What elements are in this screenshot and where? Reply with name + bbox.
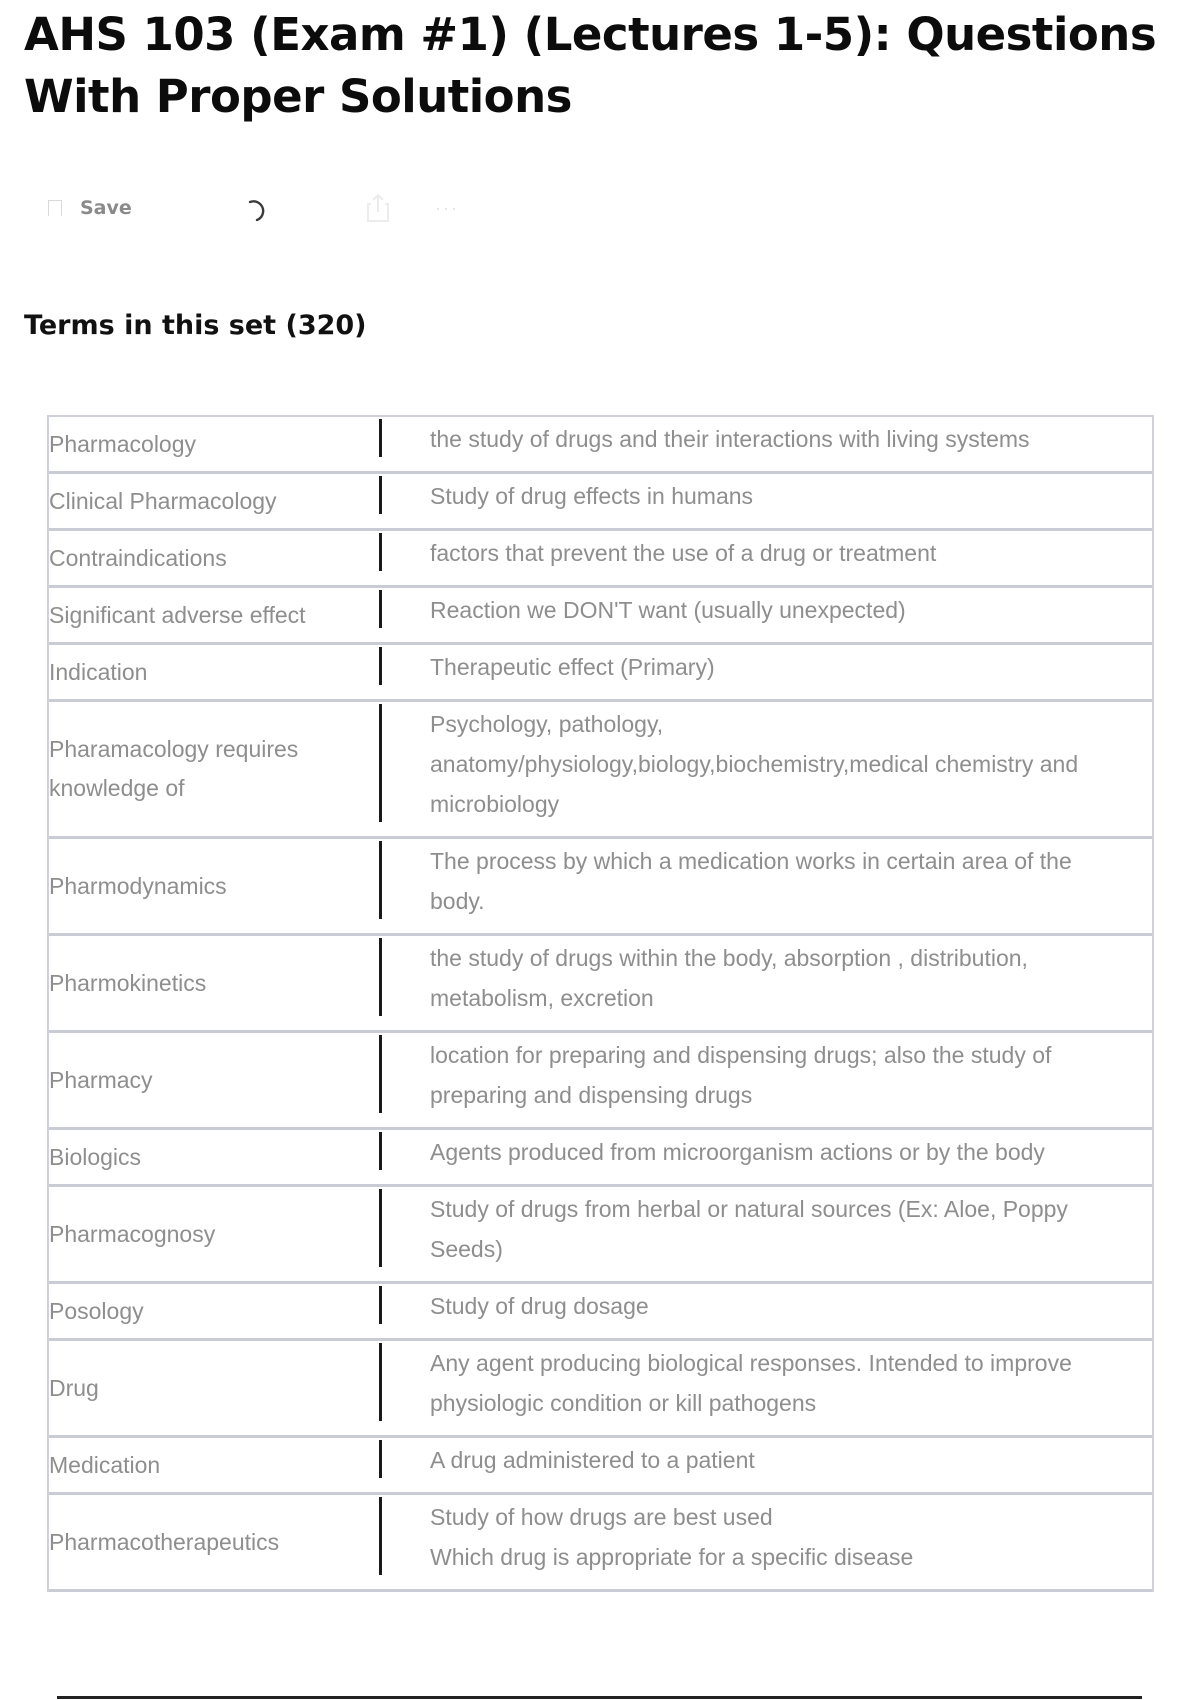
- term-cell: Pharmokinetics: [49, 969, 207, 996]
- table-row: [49, 1033, 1152, 1130]
- table-row: [49, 417, 1152, 474]
- table-row: [49, 1187, 1152, 1284]
- definition-cell: Therapeutic effect (Primary): [430, 654, 715, 680]
- terms-heading: Terms in this set (320): [24, 310, 367, 341]
- table-row: [49, 936, 1152, 1033]
- table-row: [49, 1130, 1152, 1187]
- save-label: Save: [80, 197, 132, 219]
- table-row: [49, 531, 1152, 588]
- definition-cell: Study of drug effects in humans: [430, 483, 754, 509]
- term-cell: Medication: [49, 1451, 161, 1478]
- toolbar: [48, 190, 498, 226]
- definition-cell: Study of drug dosage: [430, 1293, 649, 1319]
- term-cell: Pharmacology: [49, 430, 197, 457]
- table-row: [49, 1284, 1152, 1341]
- definition-cell: the study of drugs and their interactions with living systems: [430, 426, 1030, 452]
- definition-cell: Study of drugs from herbal or natural sources (Ex: Aloe, Poppy Seeds): [430, 1196, 1068, 1262]
- divider: [57, 1696, 1142, 1699]
- definition-cell: The process by which a medication works in certain area of the body.: [430, 848, 1072, 914]
- definition-cell: location for preparing and dispensing drugs; also the study of preparing and dispensing drugs: [430, 1042, 1052, 1108]
- table-row: [49, 588, 1152, 645]
- term-cell: Clinical Pharmacology: [49, 487, 277, 514]
- table-row: [49, 645, 1152, 702]
- term-cell: Indication: [49, 658, 148, 685]
- definition-cell: Agents produced from microorganism actions or by the body: [430, 1139, 1045, 1165]
- table-row: [49, 1438, 1152, 1495]
- term-cell: Posology: [49, 1297, 144, 1324]
- term-cell: Significant adverse effect: [49, 601, 306, 628]
- term-cell: Pharmacognosy: [49, 1220, 216, 1247]
- definition-cell: the study of drugs within the body, absorption , distribution, metabolism, excretion: [430, 945, 1028, 1011]
- share-button[interactable]: [363, 190, 393, 226]
- page-title: AHS 103 (Exam #1) (Lectures 1-5): Questions With Proper Solutions: [24, 8, 1157, 123]
- share-icon: [363, 192, 393, 224]
- term-cell: Pharmacotherapeutics: [49, 1528, 280, 1555]
- terms-table: [47, 415, 1154, 1592]
- more-options-button[interactable]: ···: [435, 197, 459, 218]
- spinner-icon: [241, 191, 275, 225]
- table-row: [49, 839, 1152, 936]
- term-cell: Pharmodynamics: [49, 872, 227, 899]
- table-row: [49, 702, 1152, 839]
- definition-cell: Reaction we DON'T want (usually unexpected): [430, 597, 906, 623]
- definition-cell: Study of how drugs are best used Which drug is appropriate for a specific disease: [430, 1504, 914, 1570]
- definition-cell: Psychology, pathology, anatomy/physiology,biology,biochemistry,medical chemistry and microbiology: [430, 711, 1079, 817]
- term-cell: Pharamacology requires knowledge of: [49, 736, 299, 801]
- term-cell: Pharmacy: [49, 1066, 153, 1093]
- loading-button[interactable]: [241, 190, 275, 226]
- table-row: [49, 474, 1152, 531]
- term-cell: Drug: [49, 1374, 99, 1401]
- term-cell: Contraindications: [49, 544, 227, 571]
- bookmark-icon: [48, 200, 62, 216]
- definition-cell: Any agent producing biological responses. Intended to improve physiologic condition or kill pathogens: [430, 1350, 1072, 1416]
- table-row: [49, 1495, 1152, 1592]
- table-row: [49, 1341, 1152, 1438]
- definition-cell: factors that prevent the use of a drug or treatment: [430, 540, 937, 566]
- term-cell: Biologics: [49, 1143, 142, 1170]
- save-button[interactable]: [48, 190, 132, 226]
- definition-cell: A drug administered to a patient: [430, 1447, 755, 1473]
